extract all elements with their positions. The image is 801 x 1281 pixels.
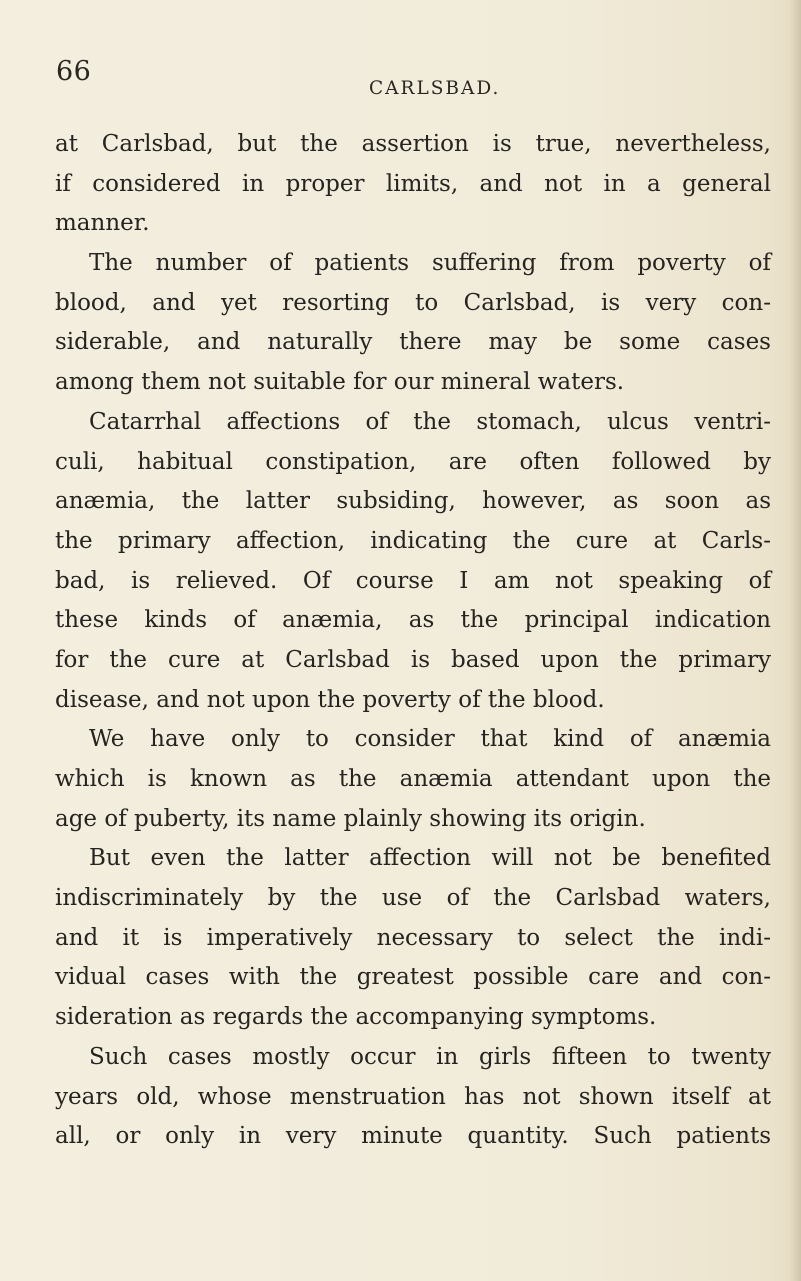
text-line: bad, is relieved. Of course I am not speaking of [55,567,771,594]
text-line: among them not suitable for our mineral waters. [55,369,625,396]
text-line: at Carlsbad, but the assertion is true, nevertheless, [55,131,771,157]
text-line: anæmia, the latter subsiding, however, as soon as [55,488,771,515]
text-line: these kinds of anæmia, as the principal indication [55,607,771,634]
page-edge-shadow [789,0,801,1281]
text-line: indiscriminately by the use of the Carlsbad waters, [55,885,771,912]
text-line: if considered in proper limits, and not in a general [55,170,771,197]
text-line: the primary affection, indicating the cure at Carls- [55,527,771,554]
text-line: siderable, and naturally there may be some cases [55,329,771,356]
text-line: We have only to consider that kind of anæmia [89,726,771,753]
text-line: blood, and yet resorting to Carlsbad, is very con- [55,289,771,316]
text-line: Catarrhal affections of the stomach, ulcus ventri- [89,408,771,435]
body-text [55,125,771,1157]
text-line: manner. [55,210,150,237]
text-line: culi, habitual constipation, are often followed by [55,448,771,475]
text-line: for the cure at Carlsbad is based upon the primary [55,646,771,673]
text-line: Such cases mostly occur in girls fifteen to twenty [89,1043,771,1070]
page-number: 66 [56,56,92,87]
text-line: But even the latter affection will not be benefited [89,845,771,872]
text-line: disease, and not upon the poverty of the blood. [55,686,605,713]
text-line: years old, whose menstruation has not shown itself at [55,1083,771,1110]
text-line: which is known as the anæmia attendant upon the [55,766,771,792]
text-line: age of puberty, its name plainly showing its origin. [55,805,646,832]
text-line: The number of patients suffering from poverty of [89,250,771,277]
text-line: all, or only in very minute quantity. Such patients [55,1123,771,1150]
text-line: and it is imperatively necessary to select the indi- [55,924,771,951]
running-title: CARLSBAD. [369,78,501,99]
text-line: vidual cases with the greatest possible care and con- [55,964,771,991]
text-line: sideration as regards the accompanying symptoms. [55,1004,657,1031]
